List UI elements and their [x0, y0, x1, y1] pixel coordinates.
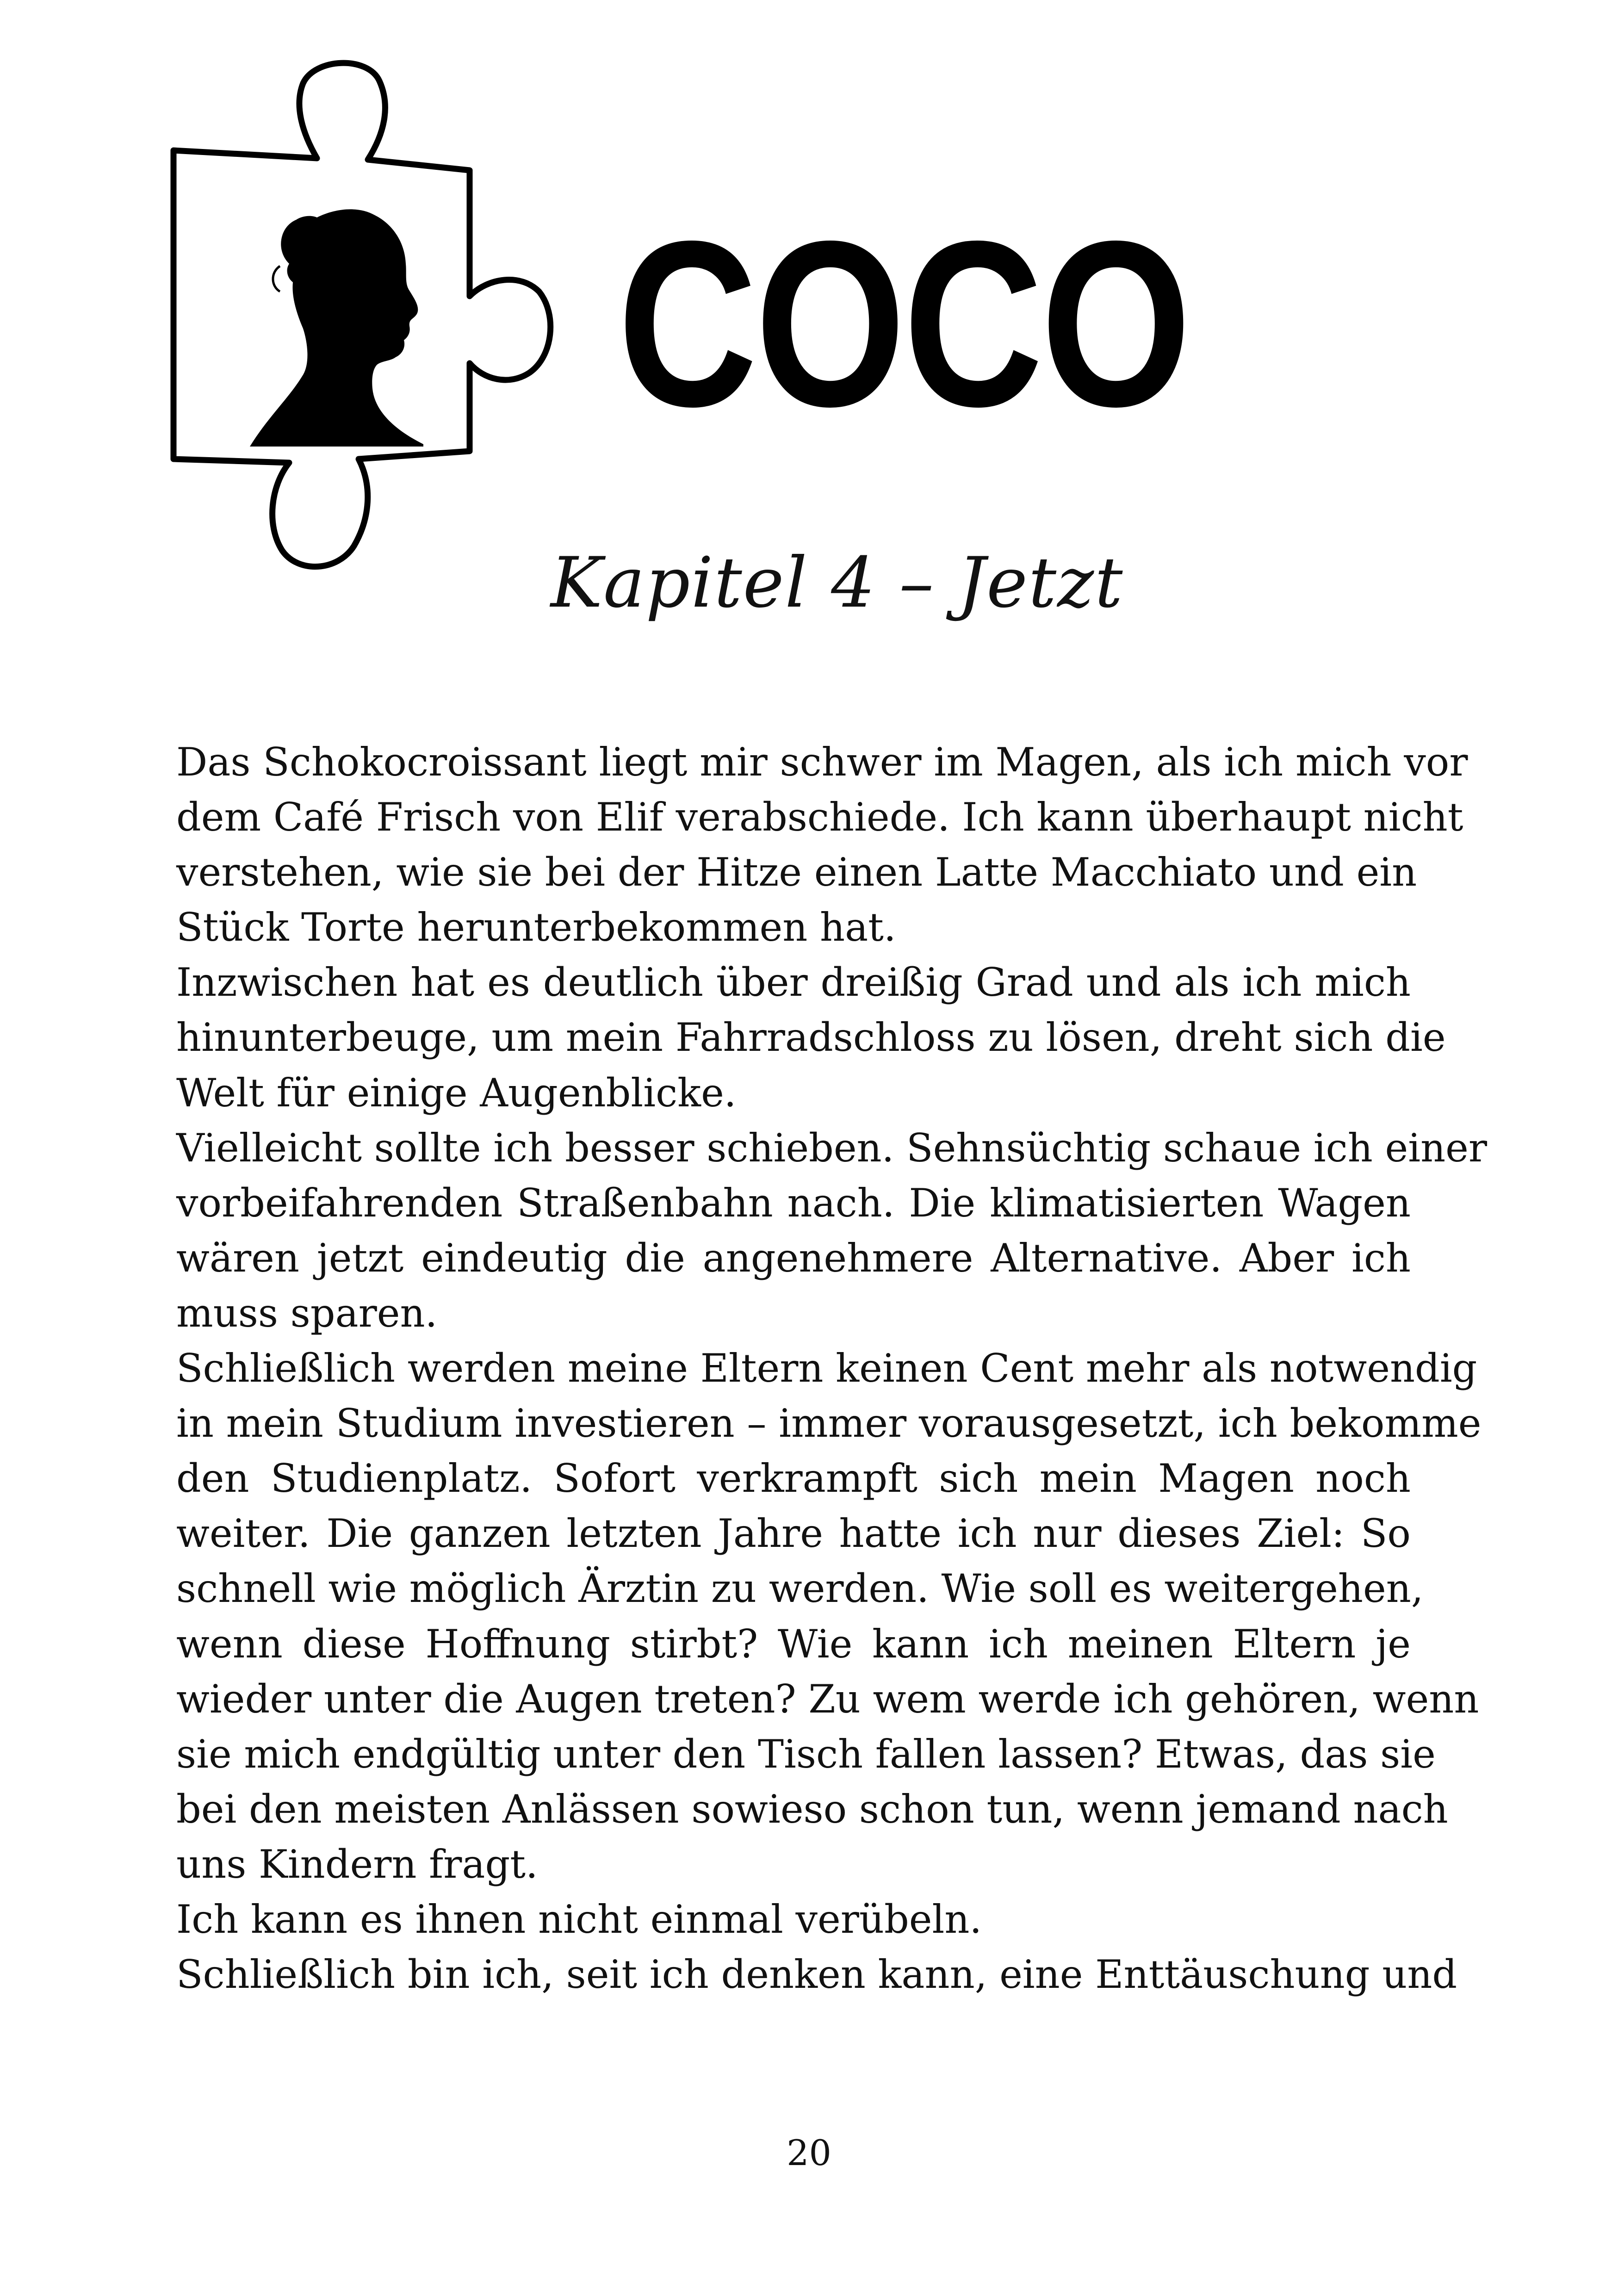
body-text: [176, 735, 1488, 2002]
text-line: vorbeifahrenden Straßenbahn nach. Die klimatisierten Wagen: [176, 1180, 1411, 1226]
text-line: Stück Torte herunterbekommen hat.: [176, 905, 896, 950]
hair-wisp: [273, 266, 280, 292]
text-line: Das Schokocroissant liegt mir schwer im Magen, als ich mich vor: [176, 739, 1468, 785]
text-line: den Studienplatz. Sofort verkrampft sich mein Magen noch: [176, 1456, 1411, 1502]
text-line: dem Café Frisch von Elif verabschiede. Ich kann überhaupt nicht: [176, 794, 1463, 840]
text-line: muss sparen.: [176, 1290, 438, 1336]
text-line: Schließlich bin ich, seit ich denken kann, eine Enttäuschung und: [176, 1952, 1457, 1998]
text-line: uns Kindern fragt.: [176, 1841, 538, 1887]
text-line: wären jetzt eindeutig die angenehmere Alternative. Aber ich: [176, 1235, 1411, 1281]
text-line: Schließlich werden meine Eltern keinen Cent mehr als notwendig: [176, 1346, 1477, 1391]
page-number: 20: [787, 2132, 831, 2173]
woman-silhouette-icon: [250, 209, 423, 447]
puzzle-silhouette-logo: [164, 56, 581, 574]
text-line: verstehen, wie sie bei der Hitze einen Latte Macchiato und ein: [176, 850, 1417, 895]
text-line: Ich kann es ihnen nicht einmal verübeln.: [176, 1896, 982, 1942]
text-line: sie mich endgültig unter den Tisch fallen lassen? Etwas, das sie: [176, 1731, 1436, 1777]
text-line: wieder unter die Augen treten? Zu wem werde ich gehören, wenn: [176, 1676, 1479, 1722]
logo-wordmark: COCO: [618, 192, 1189, 456]
text-line: in mein Studium investieren – immer vorausgesetzt, ich bekomme: [176, 1401, 1482, 1446]
text-line: hinunterbeuge, um mein Fahrradschloss zu lösen, dreht sich die: [176, 1015, 1446, 1061]
text-line: Welt für einige Augenblicke.: [176, 1070, 737, 1116]
text-line: Inzwischen hat es deutlich über dreißig Grad und als ich mich: [176, 960, 1411, 1005]
text-line: wenn diese Hoffnung stirbt? Wie kann ich meinen Eltern je: [176, 1621, 1411, 1667]
text-line: bei den meisten Anlässen sowieso schon tun, wenn jemand nach: [176, 1786, 1448, 1832]
text-line: weiter. Die ganzen letzten Jahre hatte ich nur dieses Ziel: So: [176, 1511, 1411, 1557]
chapter-title: Kapitel 4 – Jetzt: [551, 543, 1124, 623]
text-line: schnell wie möglich Ärztin zu werden. Wie soll es weitergehen,: [176, 1566, 1424, 1612]
text-line: Vielleicht sollte ich besser schieben. Sehnsüchtig schaue ich einer: [176, 1125, 1488, 1171]
